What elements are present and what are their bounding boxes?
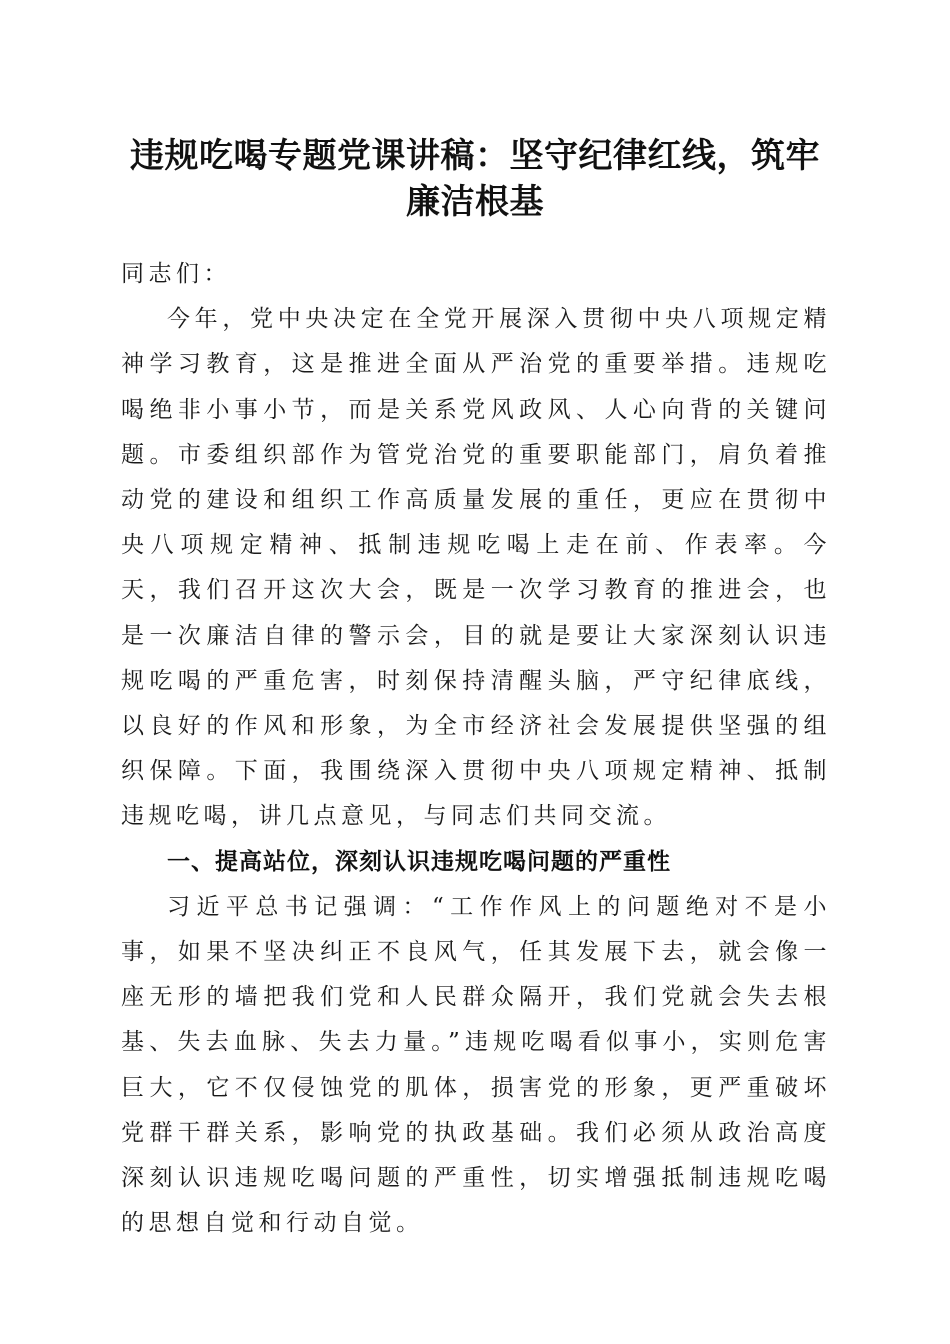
- document-body: [121, 252, 831, 1246]
- document-title: [100, 133, 850, 225]
- paragraph-intro: 今年，党中央决定在全党开展深入贯彻中央八项规定精神学习教育，这是推进全面从严治党的重要举措。违规吃喝绝非小事小节，而是关系党风政风、人心向背的关键问题。市委组织部作为管党治党的重要职能部门，肩负着推动党的建设和组织工作高质量发展的重任，更应在贯彻中央八项规定精神、抵制违规吃喝上走在前、作表率。今天，我们召开这次大会，既是一次学习教育的推进会，也是一次廉洁自律的警示会，目的就是要让大家深刻认识违规吃喝的严重危害，时刻保持清醒头脑，严守纪律底线，以良好的作风和形象，为全市经济社会发展提供坚强的组织保障。下面，我围绕深入贯彻中央八项规定精神、抵制违规吃喝，讲几点意见，与同志们共同交流。: [121, 306, 831, 830]
- paragraph-section-1: 习近平总书记强调：“工作作风上的问题绝对不是小事，如果不坚决纠正不良风气，任其发展下去，就会像一座无形的墙把我们党和人民群众隔开，我们党就会失去根基、失去血脉、失去力量。”违规吃喝看似事小，实则危害巨大，它不仅侵蚀党的肌体，损害党的形象，更严重破坏党群干群关系，影响党的执政基础。我们必须从政治高度深刻认识违规吃喝问题的严重性，切实增强抵制违规吃喝的思想自觉和行动自觉。: [121, 893, 831, 1237]
- title-line-2: 廉洁根基: [406, 182, 544, 222]
- title-line-1: 违规吃喝专题党课讲稿：坚守纪律红线，筑牢: [130, 136, 820, 176]
- salutation: 同志们：: [121, 261, 231, 287]
- section-heading-1: 一、提高站位，深刻认识违规吃喝问题的严重性: [167, 848, 671, 875]
